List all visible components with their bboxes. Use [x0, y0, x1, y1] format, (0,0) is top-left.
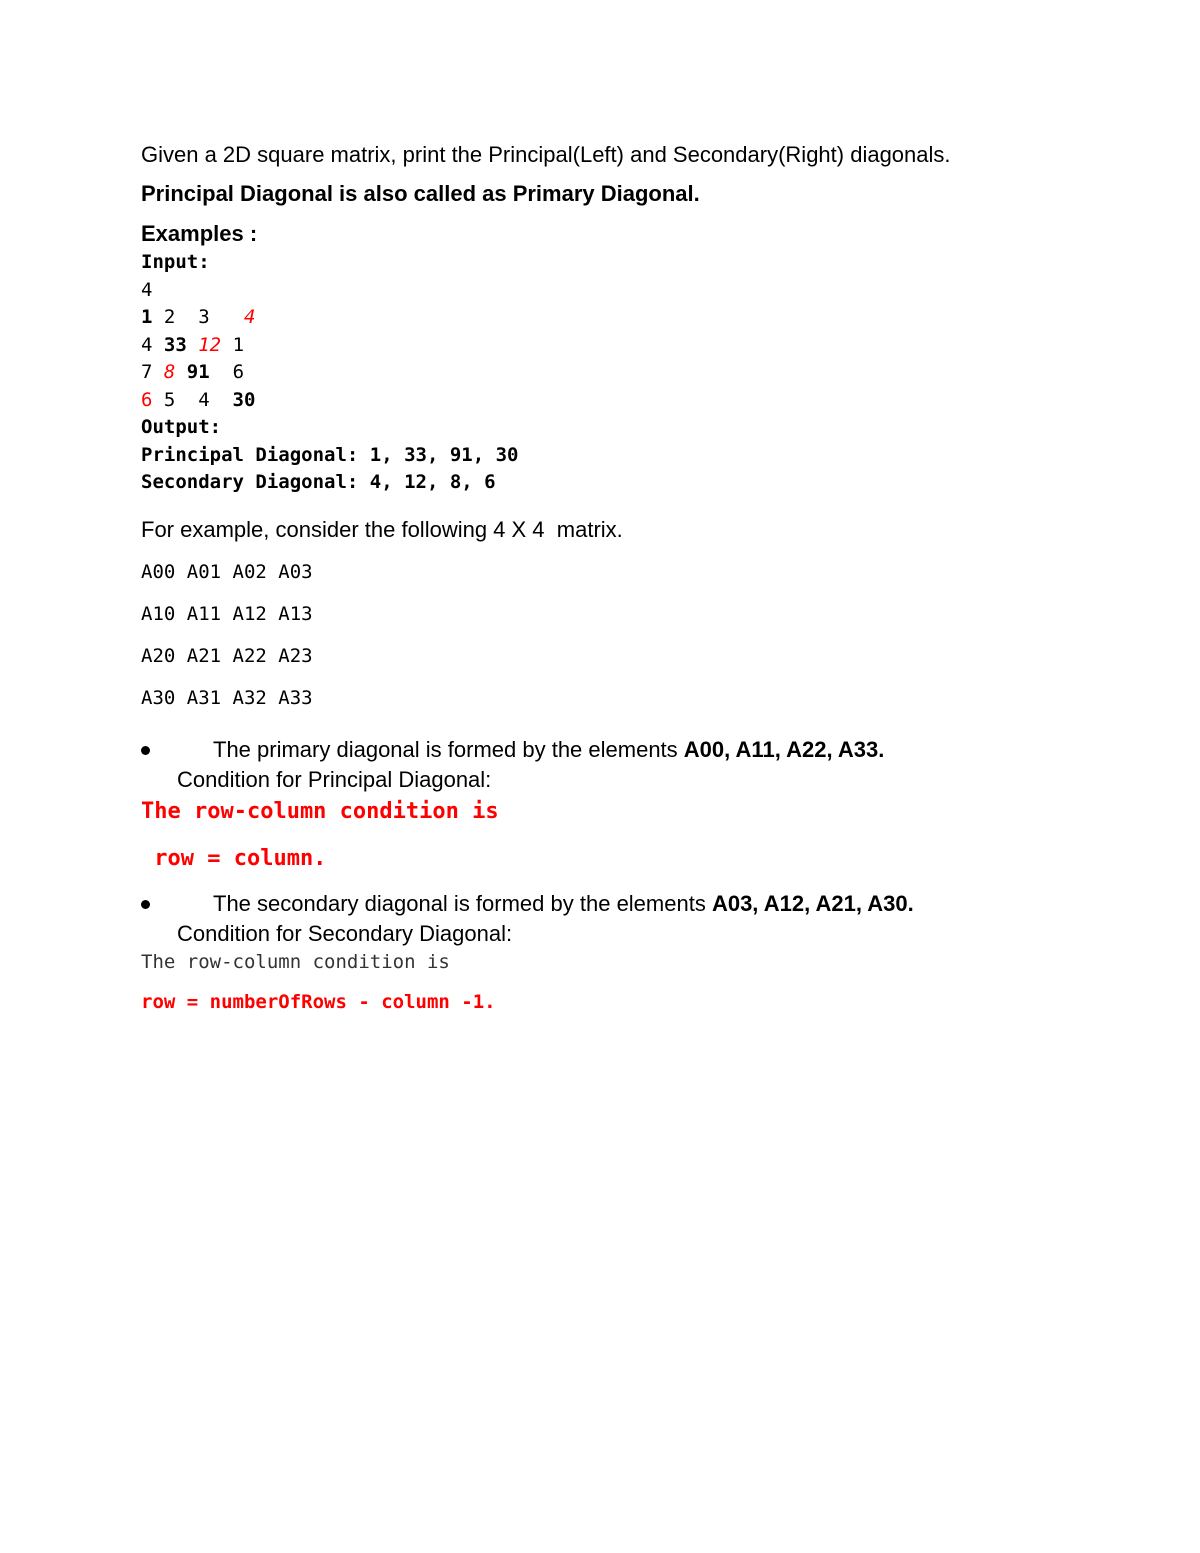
primary-condition-formula: row = column. — [141, 845, 327, 871]
secondary-condition-label: Condition for Secondary Diagonal: — [177, 920, 513, 946]
matrix-layout — [141, 551, 1041, 719]
primary-condition-label: Condition for Principal Diagonal: — [177, 766, 492, 792]
primary-elements: A00, A11, A22, A33. — [683, 736, 885, 762]
matrix-value: 8 — [163, 361, 176, 383]
input-matrix — [141, 304, 1041, 414]
primary-condition-intro: The row-column condition is — [141, 798, 499, 824]
document-page — [141, 140, 1041, 1016]
matrix-row: A00 A01 A02 A03 — [141, 560, 313, 583]
intro-paragraph: Given a 2D square matrix, print the Principal(Left) and Secondary(Right) diagonals. — [141, 142, 951, 167]
output-label: Output: — [141, 416, 222, 438]
secondary-output: Secondary Diagonal: 4, 12, 8, 6 — [141, 471, 496, 493]
secondary-elements: A03, A12, A21, A30. — [711, 890, 914, 916]
matrix-value — [187, 334, 198, 356]
input-matrix-row — [141, 332, 1041, 360]
example-block — [141, 249, 1041, 497]
matrix-row: A20 A21 A22 A23 — [141, 644, 313, 667]
bullet-dot-icon — [141, 746, 150, 755]
matrix-value: 1 — [221, 333, 245, 356]
secondary-condition-formula: row = numberOfRows - column -1. — [141, 990, 496, 1013]
primary-bullet-text: The primary diagonal is formed by the elements — [213, 736, 684, 762]
matrix-value: 30 — [232, 388, 256, 411]
matrix-value: 6 — [209, 361, 245, 383]
principal-diagonal-note: Principal Diagonal is also called as Primary Diagonal. — [141, 181, 700, 206]
matrix-row: A10 A11 A12 A13 — [141, 602, 313, 625]
matrix-value: 4 — [243, 306, 256, 328]
matrix-row: A30 A31 A32 A33 — [141, 686, 313, 709]
input-matrix-row — [141, 387, 1041, 415]
primary-bullet — [141, 735, 1041, 765]
matrix-value: 7 — [141, 361, 164, 383]
matrix-value: 33 — [163, 333, 187, 356]
matrix-value: 91 — [186, 361, 210, 383]
matrix-value: 2 3 — [152, 306, 244, 328]
input-label: Input: — [141, 251, 210, 273]
matrix-value: 6 — [141, 388, 153, 411]
input-matrix-row — [141, 304, 1041, 332]
secondary-bullet — [141, 889, 1041, 919]
matrix-lead-text: For example, consider the following 4 X 4 matrix. — [141, 516, 623, 542]
secondary-bullet-text: The secondary diagonal is formed by the elements — [213, 890, 712, 916]
examples-heading: Examples : — [141, 221, 258, 246]
matrix-value: 4 — [141, 333, 164, 356]
input-matrix-row — [141, 359, 1041, 387]
principal-output: Principal Diagonal: 1, 33, 91, 30 — [141, 443, 519, 466]
matrix-value: 1 — [141, 306, 153, 328]
secondary-condition-intro: The row-column condition is — [141, 950, 450, 973]
input-size: 4 — [141, 278, 153, 301]
matrix-value — [175, 361, 186, 383]
matrix-value: 5 4 — [152, 388, 233, 411]
matrix-value: 12 — [198, 333, 222, 356]
bullet-dot-icon — [141, 900, 150, 909]
